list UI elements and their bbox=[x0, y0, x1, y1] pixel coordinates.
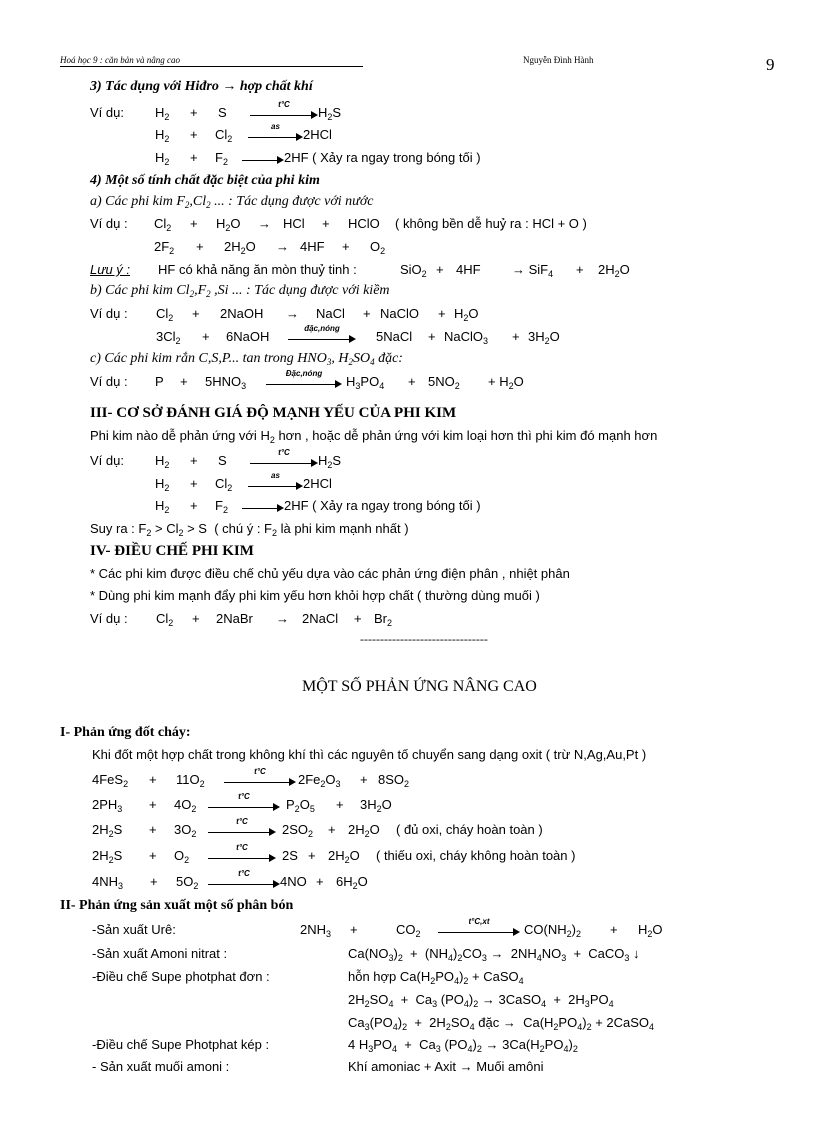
reaction-line: Ví dụ : $Cl_2$ + 2NaBr → 2NaCl + $Br_2$ bbox=[90, 611, 393, 628]
reaction-line: $H_2$ + $F_2$ 2HF ( Xảy ra ngay trong bóng tối ) bbox=[155, 498, 481, 515]
reaction-arrow: t°C bbox=[208, 821, 276, 839]
reaction-line: Ví dụ : P + $5HNO_3$ Đặc,nóng $H_3PO_4$ + $5NO_2$ + $H_2O$ bbox=[90, 369, 524, 391]
paragraph: * Dùng phi kim mạnh đẩy phi kim yếu hơn khỏi hợp chất ( thường dùng muối ) bbox=[90, 588, 540, 603]
example-label: Ví dụ: bbox=[90, 105, 124, 120]
paragraph: Phi kim nào dễ phản ứng với $H_2$ hơn , hoặc dễ phản ứng với kim loại hơn thì phi kim đó mạnh hơn bbox=[90, 428, 658, 445]
reaction-arrow bbox=[242, 497, 284, 515]
paragraph: Khi đốt một hợp chất trong không khí thì các nguyên tố chuyển sang dạng oxit ( trừ N,Ag,Au,Pt ) bbox=[92, 747, 647, 762]
reaction-arrow: t°C bbox=[224, 771, 296, 789]
subheading-a: a) Các phi kim $F_2,Cl_2$ ... : Tác dụng được với nước bbox=[90, 194, 374, 210]
reaction-line: -Điều chế Supe Photphat kép : 4 $H_3PO_4 + Ca_3$ $(PO_4)_2 \to 3Ca(H_2PO_4)_2$ bbox=[92, 1037, 578, 1054]
heading-4: 4) Một số tính chất đặc biệt của phi kim bbox=[90, 173, 320, 188]
reaction-line: $2PH_3$ + $4O_2$ t°C $P_2O_5$ + $3H_2O$ bbox=[92, 792, 392, 814]
reaction-line: -Điều chế Supe photphat đơn : hỗn hợp $Ca(H_2PO_4)_2$ + CaSO$_4$ bbox=[92, 969, 524, 986]
reaction-line: Ví dụ: $H_2$ + S t°C $H_2S$ bbox=[90, 448, 342, 470]
page-number: 9 bbox=[766, 55, 775, 74]
header-author: Nguyễn Đình Hành bbox=[523, 55, 594, 65]
reaction-line: $H_2$ + $F_2$ 2HF ( Xảy ra ngay trong bóng tối ) bbox=[155, 150, 481, 167]
reaction-line: $2F_2$ + $2H_2O$ → 4HF + $O_2$ bbox=[154, 239, 386, 256]
reaction-line: $H_2$ + $Cl_2$ as 2HCl bbox=[155, 122, 332, 144]
reaction-line: -Sản xuất Amoni nitrat : $Ca(NO_3)_2 + (NH_4)_2CO_3 \to 2NH_4NO_3$ + CaCO$_3$ ↓ bbox=[92, 946, 640, 963]
reaction-line: -Sản xuất Urê: $2NH_3$ + $CO_2$ t°C,xt $CO(NH_2)_2$ + $H_2O$ bbox=[92, 917, 663, 939]
paragraph: * Các phi kim được điều chế chủ yếu dựa vào các phản ứng điện phân , nhiệt phân bbox=[90, 566, 570, 581]
reaction-arrow: as bbox=[248, 475, 303, 493]
reaction-line: 4FeS$_2$ + $11O_2$ t°C $2Fe_2O_3$ + $8SO_2$ bbox=[92, 767, 410, 789]
reaction-line: $2H_2S$ + $O_2$ t°C 2S + $2H_2O$ ( thiếu oxi, cháy không hoàn toàn ) bbox=[92, 843, 576, 865]
subheading-c: c) Các phi kim rắn C,S,P... tan trong $HNO_3$, $H_2SO_4$ đặc: bbox=[90, 351, 403, 367]
heading-III: III- CƠ SỞ ĐÁNH GIÁ ĐỘ MẠNH YẾU CỦA PHI KIM bbox=[90, 405, 457, 421]
heading-3: 3) Tác dụng với Hiđro → hợp chất khí bbox=[90, 79, 313, 94]
section-title: MỘT SỐ PHẢN ỨNG NÂNG CAO bbox=[302, 678, 537, 695]
header-left: Hoá học 9 : căn bản và nâng cao bbox=[60, 55, 180, 65]
reaction-line: Ví dụ : $Cl_2$ + $H_2O$ → HCl + HClO ( không bền dễ huỷ ra : HCl + O ) bbox=[90, 216, 587, 233]
heading-IV: IV- ĐIỀU CHẾ PHI KIM bbox=[90, 543, 254, 559]
reaction-line: - Sản xuất muối amoni : Khí amoniac + Axit → Muối amôni bbox=[92, 1059, 544, 1074]
separator: -------------------------------- bbox=[360, 632, 488, 646]
heading-II: II- Phản ứng sản xuất một số phân bón bbox=[60, 898, 294, 913]
reaction-line: $H_2$ + $Cl_2$ as 2HCl bbox=[155, 471, 332, 493]
reaction-line: $3Cl_2$ + 6NaOH đặc,nóng 5NaCl + NaClO$_3$ + $3H_2O$ bbox=[156, 324, 560, 346]
reaction-arrow: as bbox=[248, 126, 303, 144]
reaction-line: $Ca_3(PO_4)_2 + 2H_2SO_4$ đặc → $Ca(H_2PO_4)_2$ + 2CaSO$_4$ bbox=[348, 1015, 655, 1032]
heading-I: I- Phản ứng đốt cháy: bbox=[60, 725, 191, 740]
reaction-arrow: Đặc,nóng bbox=[266, 373, 342, 391]
reaction-arrow bbox=[242, 149, 284, 167]
reaction-arrow: t°C bbox=[250, 104, 318, 122]
reaction-arrow: t°C,xt bbox=[438, 921, 520, 939]
reaction-arrow: t°C bbox=[208, 847, 276, 865]
conclusion-line: Suy ra : $F_2 > Cl_2 > S$ ( chú ý : $F_2$ là phi kim mạnh nhất ) bbox=[90, 521, 409, 538]
subheading-b: b) Các phi kim $Cl_2,F_2$ ,Si ... : Tác dụng được với kiềm bbox=[90, 283, 390, 299]
reaction-arrow: t°C bbox=[250, 452, 318, 470]
reaction-line: Ví dụ : $Cl_2$ + 2NaOH → NaCl + NaClO + $H_2O$ bbox=[90, 306, 479, 323]
reaction-arrow: đặc,nóng bbox=[288, 328, 356, 346]
reaction-line: $4NH_3$ + $5O_2$ t°C 4NO + $6H_2O$ bbox=[92, 869, 368, 891]
reaction-arrow: t°C bbox=[208, 796, 280, 814]
note-line: Lưu ý : HF có khả năng ăn mòn thuỷ tinh : SiO$_2$ + 4HF → SiF$_4$ + $2H_2O$ bbox=[90, 262, 630, 279]
reaction-line: $2H_2SO_4 + Ca_3$ $(PO_4)_2$ → 3CaSO$_4$ + $2H_3PO_4$ bbox=[348, 992, 614, 1009]
reaction-line: Ví dụ: $H_2$ + S t°C $H_2S$ bbox=[90, 100, 342, 122]
header-rule bbox=[60, 66, 363, 67]
reaction-line: $2H_2S$ + $3O_2$ t°C $2SO_2$ + $2H_2O$ ( đủ oxi, cháy hoàn toàn ) bbox=[92, 817, 543, 839]
reaction-arrow: t°C bbox=[208, 873, 280, 891]
